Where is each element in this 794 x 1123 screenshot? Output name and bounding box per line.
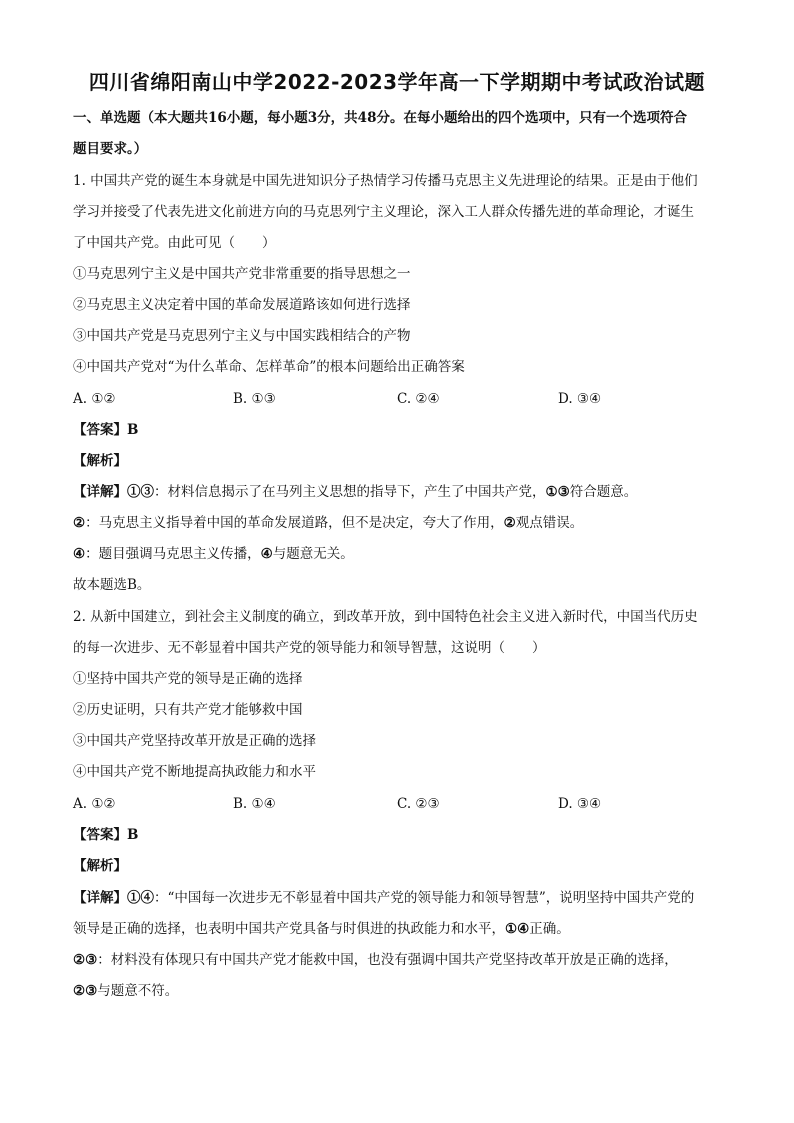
q2-option-c: C. ②③ <box>397 796 440 812</box>
q2-stem: 2. 从新中国建立，到社会主义制度的确立，到改革开放，到中国特色社会主义进入新时代，中国当代历史 <box>73 609 698 625</box>
q2-answer: 【答案】B <box>73 827 139 843</box>
q1-detail-line <box>73 483 637 501</box>
q2-analysis-label: 【解析】 <box>73 858 127 874</box>
q1-detail-text: ：题目强调马克思主义传播， <box>85 546 261 562</box>
q1-option-a: A. ①② <box>73 391 116 407</box>
q1-detail-line <box>73 545 354 563</box>
q2-option-a: A. ①② <box>73 796 116 812</box>
q1-statement-3: ③中国共产党是马克思列宁主义与中国实践相结合的产物 <box>73 328 411 344</box>
q1-detail-label: 【详解】①③ <box>73 484 154 500</box>
q2-detail-ref: ②③ <box>73 983 98 999</box>
q2-stem: 的每一次进步、无不彰显着中国共产党的领导能力和领导智慧，这说明（ ） <box>73 640 546 656</box>
q2-detail-label: 【详解】①④ <box>73 890 154 906</box>
q2-option-b: B. ①④ <box>233 796 276 812</box>
q2-detail-text: 领导是正确的选择，也表明中国共产党具备与时俱进的执政能力和水平， <box>73 921 505 937</box>
q1-stem: 了中国共产党。由此可见（ ） <box>73 235 276 251</box>
q2-detail-text: 与题意不符。 <box>97 983 179 999</box>
q2-detail-line <box>73 920 570 938</box>
section-heading-cont: 题目要求。） <box>73 141 148 157</box>
q1-statement-1: ①马克思列宁主义是中国共产党非常重要的指导思想之一 <box>73 266 411 282</box>
section-heading: 一、单选题（本大题共16小题，每小题3分，共48分。在每小题给出的四个选项中，只有一个选项符合 <box>73 110 687 126</box>
q1-option-c: C. ②④ <box>397 391 440 407</box>
q1-detail-line <box>73 514 583 532</box>
q2-statement-4: ④中国共产党不断地提高执政能力和水平 <box>73 764 316 780</box>
q1-stem: 学习并接受了代表先进文化前进方向的马克思列宁主义理论，深入工人群众传播先进的革命理论，才诞生 <box>73 204 694 220</box>
q1-statement-4: ④中国共产党对“为什么革命、怎样革命”的根本问题给出正确答案 <box>73 359 465 375</box>
q2-detail-text: ：材料没有体现只有中国共产党才能救中国，也没有强调中国共产党坚持改革开放是正确的选择， <box>97 952 678 968</box>
q1-statement-2: ②马克思主义决定着中国的革命发展道路该如何进行选择 <box>73 297 411 313</box>
q2-statement-1: ①坚持中国共产党的领导是正确的选择 <box>73 671 303 687</box>
q1-analysis-label: 【解析】 <box>73 453 127 469</box>
q1-detail-text: 与题意无关。 <box>272 546 354 562</box>
q1-detail-ref: ④ <box>260 546 273 562</box>
q2-detail-line <box>73 982 178 1000</box>
q1-detail-ref: ② <box>503 515 516 531</box>
q2-detail-line <box>73 951 678 969</box>
q1-stem: 1. 中国共产党的诞生本身就是中国先进知识分子热情学习传播马克思主义先进理论的结果。正是由于他们 <box>73 173 698 189</box>
q2-option-d: D. ③④ <box>558 796 602 812</box>
q2-detail-text: ：“中国每一次进步无不彰显着中国共产党的领导能力和领导智慧”，说明坚持中国共产党的 <box>154 890 695 906</box>
q1-option-b: B. ①③ <box>233 391 276 407</box>
q1-conclusion: 故本题选B。 <box>73 577 151 593</box>
q1-detail-text: 观点错误。 <box>515 515 584 531</box>
q1-detail-text: ：材料信息揭示了在马列主义思想的指导下，产生了中国共产党， <box>154 484 546 500</box>
q1-answer: 【答案】B <box>73 422 139 438</box>
q1-detail-ref: ④ <box>73 546 86 562</box>
q2-statement-3: ③中国共产党坚持改革开放是正确的选择 <box>73 733 316 749</box>
q1-detail-text: ：马克思主义指导着中国的革命发展道路，但不是决定，夸大了作用， <box>85 515 504 531</box>
q1-option-d: D. ③④ <box>558 391 602 407</box>
q1-detail-ref: ①③ <box>545 484 570 500</box>
q2-statement-2: ②历史证明，只有共产党才能够救中国 <box>73 702 303 718</box>
q2-detail-ref: ①④ <box>505 921 530 937</box>
q1-detail-text: 符合题意。 <box>569 484 638 500</box>
page-title: 四川省绵阳南山中学2022-2023学年高一下学期期中考试政治试题 <box>88 70 706 94</box>
q1-detail-ref: ② <box>73 515 86 531</box>
q2-detail-ref: ②③ <box>73 952 98 968</box>
q2-detail-line <box>73 889 694 907</box>
q2-detail-text: 正确。 <box>529 921 570 937</box>
